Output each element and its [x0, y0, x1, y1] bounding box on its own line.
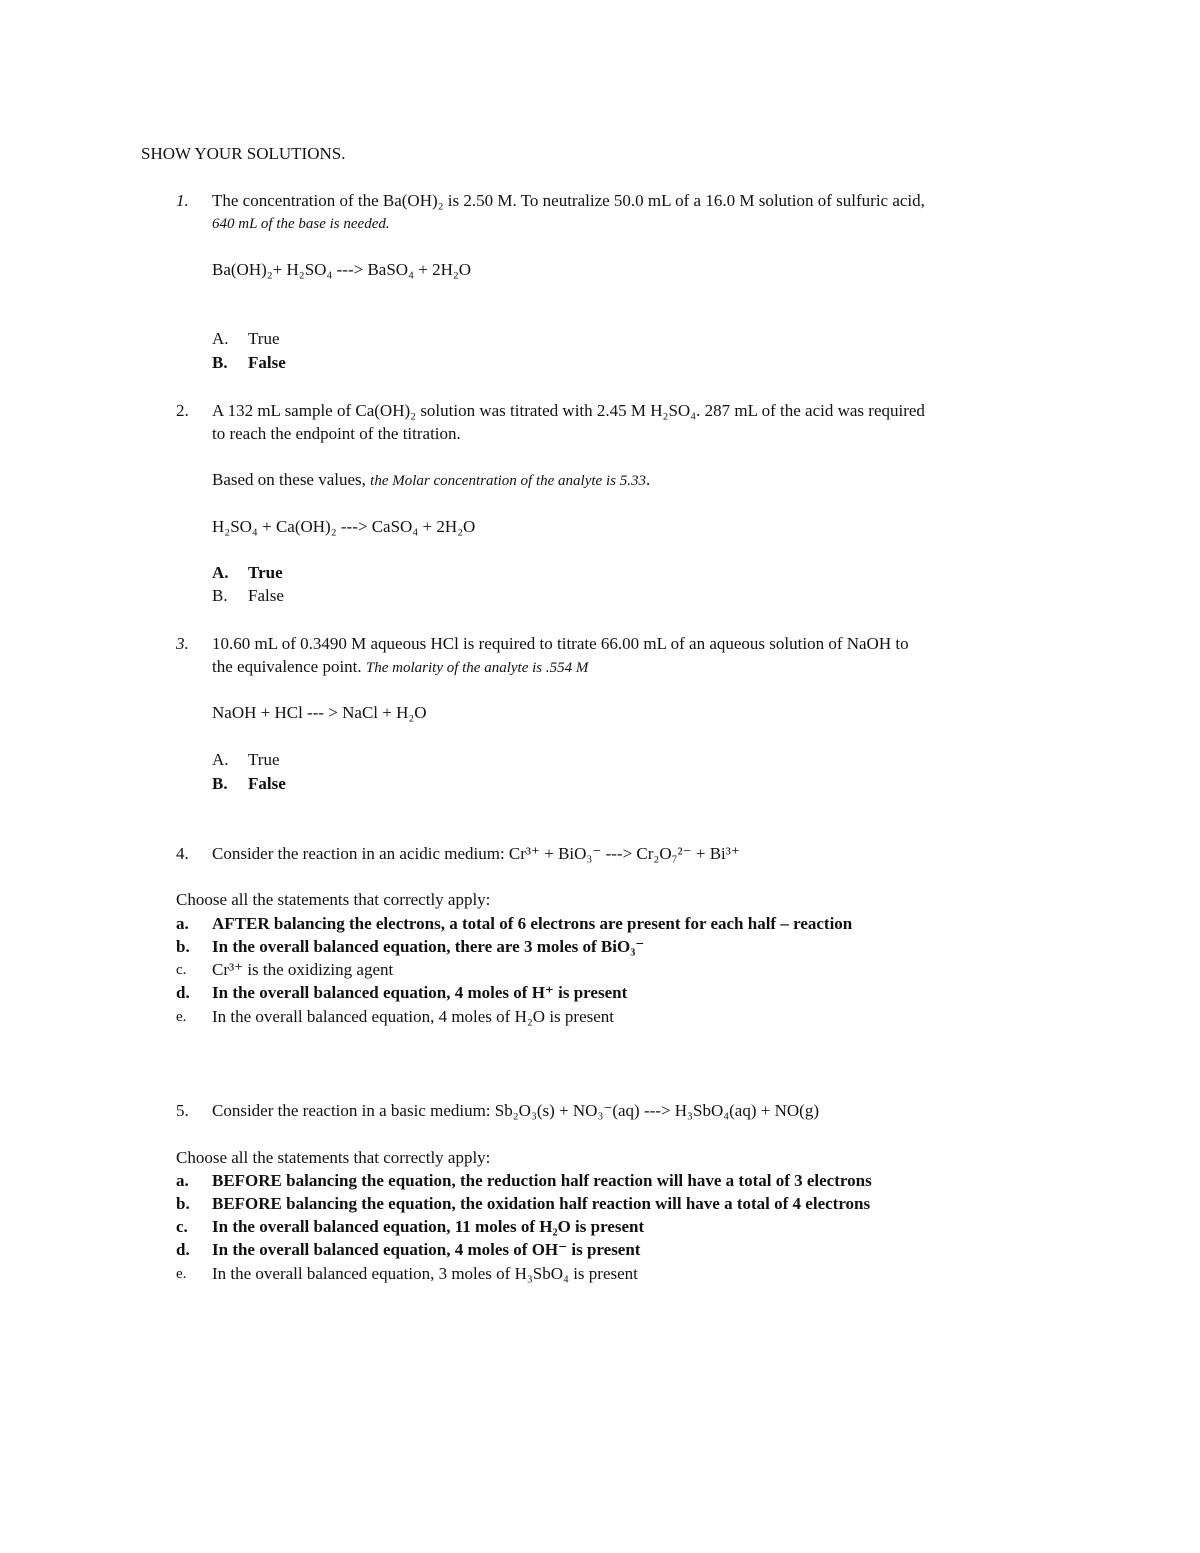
q5-option-d-letter: d. [176, 1240, 190, 1259]
q4-line1: Consider the reaction in an acidic medium: Cr³⁺ + BiO₃⁻ ---> Cr₂O₇²⁻ + Bi³⁺ [212, 844, 740, 863]
q2-line3-italic: the Molar concentration of the analyte is 5.33 [370, 473, 646, 489]
q4-option-b-letter: b. [176, 937, 190, 956]
q1-option-b-text: False [248, 353, 286, 372]
q4-number: 4. [176, 844, 189, 863]
q5-prompt: Choose all the statements that correctly apply: [176, 1148, 491, 1167]
q3-option-a-letter: A. [212, 750, 229, 769]
q2-number: 2. [176, 401, 189, 420]
q3-option-b-text: False [248, 774, 286, 793]
q3-line2-italic: The molarity of the analyte is .554 M [365, 660, 589, 676]
q1-option-a-letter: A. [212, 329, 229, 348]
q2-option-a-text: True [248, 563, 283, 582]
q5-number: 5. [176, 1101, 189, 1120]
q2-equation: H₂SO₄ + Ca(OH)₂ ---> CaSO₄ + 2H₂O [212, 517, 476, 536]
q2-line3-plain: Based on these values, [212, 470, 371, 489]
q1-line1: The concentration of the Ba(OH)₂ is 2.50 M. To neutralize 50.0 mL of a 16.0 M solution of sulfuric acid, [212, 191, 925, 210]
q5-option-e-text: In the overall balanced equation, 3 moles of H₃SbO₄ is present [212, 1264, 638, 1283]
q3-option-a-text: True [248, 750, 280, 769]
q5-option-e-letter: e. [176, 1266, 187, 1282]
q4-option-d-text: In the overall balanced equation, 4 moles of H⁺ is present [212, 983, 628, 1002]
q2-option-b-letter: B. [212, 586, 228, 605]
q5-option-a-text: BEFORE balancing the equation, the reduction half reaction will have a total of 3 electrons [212, 1171, 872, 1190]
q3-equation: NaOH + HCl --- > NaCl + H₂O [212, 703, 427, 722]
q1-number: 1. [176, 191, 189, 210]
page-header: SHOW YOUR SOLUTIONS. [141, 144, 346, 163]
q2-option-b-text: False [248, 586, 284, 605]
q4-option-a-letter: a. [176, 914, 189, 933]
q1-line2: 640 mL of the base is needed. [212, 216, 390, 232]
q5-option-c-text: In the overall balanced equation, 11 moles of H₂O is present [212, 1217, 645, 1236]
q2-line3-end: . [645, 470, 651, 489]
q4-option-d-letter: d. [176, 983, 190, 1002]
q3-number: 3. [176, 634, 189, 653]
q4-option-c-text: Cr³⁺ is the oxidizing agent [212, 960, 394, 979]
q1-option-b-letter: B. [212, 353, 228, 372]
q2-option-a-letter: A. [212, 563, 229, 582]
q5-option-b-letter: b. [176, 1194, 190, 1213]
q3-line2-plain: the equivalence point. [212, 657, 366, 676]
q4-option-c-letter: c. [176, 962, 187, 978]
q2-line3 [212, 469, 650, 492]
q5-option-a-letter: a. [176, 1171, 189, 1190]
q4-option-e-text: In the overall balanced equation, 4 moles of H₂O is present [212, 1007, 614, 1026]
q3-line1: 10.60 mL of 0.3490 M aqueous HCl is required to titrate 66.00 mL of an aqueous solution of NaOH to [212, 634, 909, 653]
q1-option-a-text: True [248, 329, 280, 348]
q4-option-e-letter: e. [176, 1009, 187, 1025]
q4-option-a-text: AFTER balancing the electrons, a total of 6 electrons are present for each half – reaction [212, 914, 853, 933]
q5-option-b-text: BEFORE balancing the equation, the oxidation half reaction will have a total of 4 electrons [212, 1194, 871, 1213]
q5-option-c-letter: c. [176, 1217, 188, 1236]
q4-prompt: Choose all the statements that correctly apply: [176, 890, 491, 909]
q1-equation: Ba(OH)₂+ H₂SO₄ ---> BaSO₄ + 2H₂O [212, 260, 472, 279]
q5-option-d-text: In the overall balanced equation, 4 moles of OH⁻ is present [212, 1240, 641, 1259]
q3-line2 [212, 656, 588, 679]
q3-option-b-letter: B. [212, 774, 228, 793]
q5-line1: Consider the reaction in a basic medium: Sb₂O₃(s) + NO₃⁻(aq) ---> H₃SbO₄(aq) + NO(g) [212, 1101, 819, 1120]
q4-option-b-text: In the overall balanced equation, there are 3 moles of BiO₃⁻ [212, 937, 645, 956]
q2-line2: to reach the endpoint of the titration. [212, 424, 461, 443]
q2-line1: A 132 mL sample of Ca(OH)₂ solution was titrated with 2.45 M H₂SO₄. 287 mL of the acid was required [212, 401, 925, 420]
